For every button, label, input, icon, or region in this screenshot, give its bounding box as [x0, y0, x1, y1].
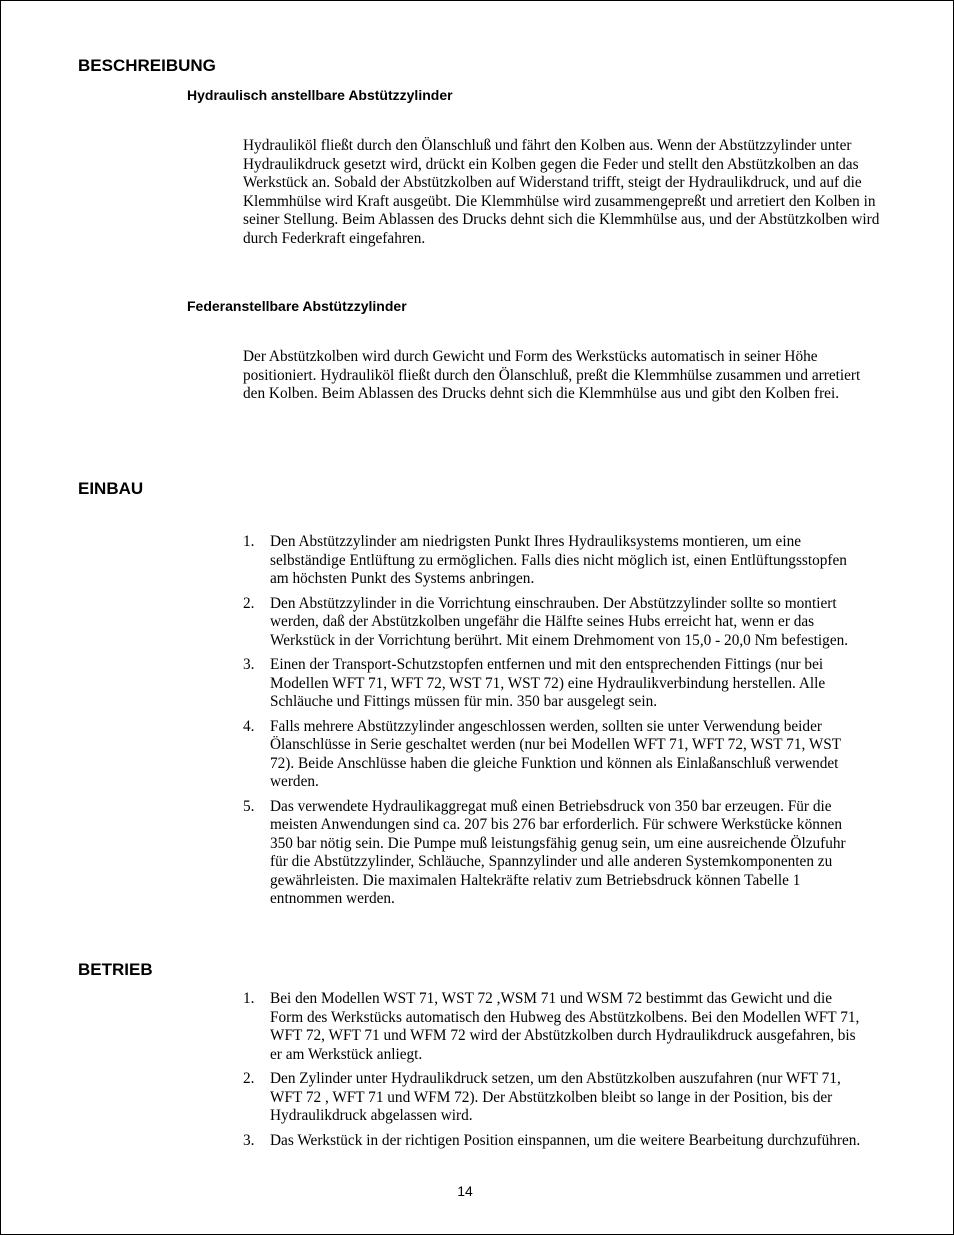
list-item: [243, 1070, 863, 1126]
list-item: [243, 990, 863, 1064]
list-text: Einen der Transport-Schutzstopfen entfernen und mit den entsprechenden Fittings (nur bei Modellen WFT 71, WFT 72, WST 71, WST 72) eine Hydraulikverbindung herstellen. Alle Schläuche und Fittings müssen für min. 350 bar ausgelegt sein.: [270, 656, 826, 710]
page-number: 14: [457, 1183, 473, 1199]
list-text: Den Abstützzylinder in die Vorrichtung einschrauben. Der Abstützzylinder sollte so montiert werden, daß der Abstützkolben ungefähr die Hälfte seines Hubs erreicht hat, wenn er das Werkstück in der Vorrichtung berührt. Mit einem Drehmoment von 15,0 - 20,0 Nm befestigen.: [270, 594, 849, 649]
list-text: Falls mehrere Abstützzylinder angeschlossen werden, sollten sie unter Verwendung beider Ölanschlüsse in Serie geschaltet werden (nur bei Modellen WFT 71, WFT 72, WST 71, WST 72). Beide Anschlüsse haben die gleiche Funktion und können als Einlaßanschluß verwendet werden.: [270, 717, 841, 790]
paragraph-hydraulisch: Hydrauliköl fließt durch den Ölanschluß und fährt den Kolben aus. Wenn der Abstützzylinder unter Hydraulikdruck gesetzt wird, drückt ein Kolben gegen die Feder und stellt den Abstützkolben an das Werkstück an. Sobald der Abstützkolben auf Widerstand trifft, steigt der Hydraulikdruck, und auf die Klemmhülse wird Kraft ausgeübt. Die Klemmhülse wird zusammengepreßt und arretiert den Kolben in seiner Stellung. Beim Ablassen des Drucks dehnt sich die Klemmhülse aus, und der Abstützkolben wird durch Federkraft eingefahren.: [243, 137, 880, 247]
list-number: 3.: [243, 1131, 255, 1149]
list-text: Den Abstützzylinder am niedrigsten Punkt Ihres Hydrauliksystems montieren, um eine selbständige Entlüftung zu ermöglichen. Falls dies nicht möglich ist, einen Entlüftungsstopfen am höchsten Punkt des Systems anbringen.: [270, 533, 847, 587]
list-number: 4.: [243, 717, 255, 735]
list-text: Den Zylinder unter Hydraulikdruck setzen, um den Abstützkolben auszufahren (nur WFT 71, WFT 72 , WFT 71 und WFM 72). Der Abstützkolben bleibt so lange in der Position, bis der Hydraulikdruck abgelassen wird.: [270, 1070, 841, 1124]
heading-betrieb: BETRIEB: [78, 960, 153, 979]
list-number: 2.: [243, 594, 255, 612]
list-number: 1.: [243, 533, 255, 550]
subheading-hydraulisch: Hydraulisch anstellbare Abstützzylinder: [187, 87, 453, 103]
list-item: [243, 533, 863, 589]
list-item: [243, 718, 863, 792]
list-number: 1.: [243, 990, 255, 1007]
list-item: [243, 595, 863, 651]
list-text: Bei den Modellen WST 71, WST 72 ,WSM 71 und WSM 72 bestimmt das Gewicht und die Form des Werkstücks automatisch den Hubweg des Abstützkolbens. Bei den Modellen WFT 71, WFT 72, WFT 71 und WFM 72 wird der Abstützkolben durch Hydraulikdruck ausgefahren, bis er am Werkstück anliegt.: [270, 990, 860, 1063]
paragraph-federanstellbar: Der Abstützkolben wird durch Gewicht und Form des Werkstücks automatisch in seiner Höhe positioniert. Hydrauliköl fließt durch den Ölanschluß, preßt die Klemmhülse zusammen und arretiert den Kolben. Beim Ablassen des Drucks dehnt sich die Klemmhülse aus und gibt den Kolben frei.: [243, 348, 861, 402]
list-item: [243, 1132, 863, 1151]
list-item: [243, 656, 863, 712]
subheading-federanstellbar: Federanstellbare Abstützzylinder: [187, 298, 407, 314]
list-number: 3.: [243, 656, 255, 673]
list-text: Das verwendete Hydraulikaggregat muß einen Betriebsdruck von 350 bar erzeugen. Für die meisten Anwendungen sind ca. 207 bis 276 bar erforderlich. Für schwere Werkstücke können 350 bar nötig sein. Die Pumpe muß leistungsfähig genug sein, um eine ausreichende Ölzufuhr für die Abstützzylinder, Schläuche, Spannzylinder und alle anderen Systemkomponenten zu gewährleisten. Die maximalen Haltekräfte relativ zum Betriebsdruck können Tabelle 1 entnommen werden.: [270, 797, 846, 907]
list-number: 5.: [243, 797, 255, 815]
list-text: Das Werkstück in der richtigen Position einspannen, um die weitere Bearbeitung durchzuführen.: [270, 1131, 861, 1149]
heading-beschreibung: BESCHREIBUNG: [78, 56, 216, 75]
betrieb-list: [243, 990, 863, 1156]
list-item: [243, 798, 863, 909]
list-number: 2.: [243, 1070, 255, 1087]
heading-einbau: EINBAU: [78, 479, 144, 498]
einbau-list: [243, 533, 863, 915]
